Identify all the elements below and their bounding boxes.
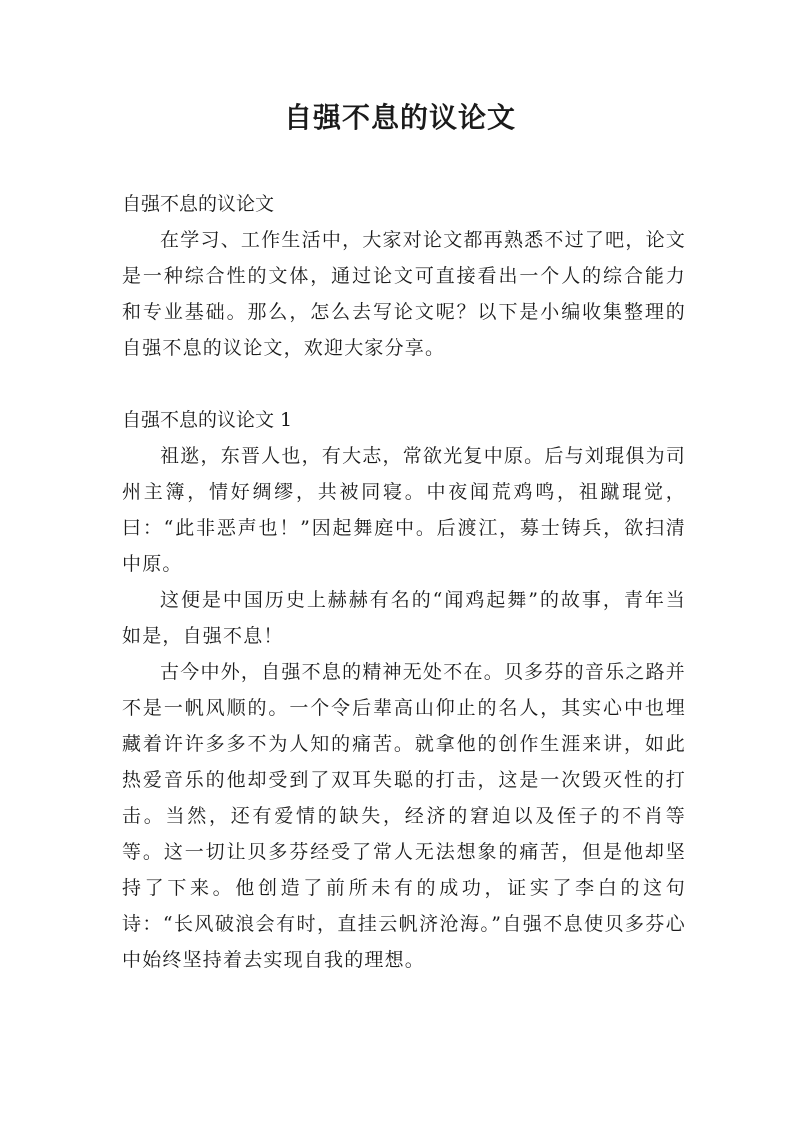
document-body bbox=[122, 186, 686, 978]
intro-paragraph: 在学习、工作生活中，大家对论文都再熟悉不过了吧，论文是一种综合性的文体，通过论文可直接看出一个人的综合能力和专业基础。那么，怎么去写论文呢？以下是小编收集整理的自强不息的议论文，欢迎大家分享。 bbox=[122, 229, 686, 359]
section-spacer bbox=[122, 366, 686, 402]
intro-heading: 自强不息的议论文 bbox=[122, 193, 275, 215]
document-title: 自强不息的议论文 bbox=[283, 101, 516, 134]
essay-1-paragraph-2: 这便是中国历史上赫赫有名的“闻鸡起舞”的故事，青年当如是，自强不息！ bbox=[122, 589, 686, 647]
essay-1-paragraph-1: 祖逖，东晋人也，有大志，常欲光复中原。后与刘琨俱为司州主簿，情好绸缪，共被同寝。中夜闻荒鸡鸣，祖蹴琨觉，曰：“此非恶声也！”因起舞庭中。后渡江，募士铸兵，欲扫清中原。 bbox=[122, 445, 686, 575]
essay-1-heading: 自强不息的议论文 1 bbox=[122, 409, 293, 431]
essay-1-paragraph-3: 古今中外，自强不息的精神无处不在。贝多芬的音乐之路并不是一帆风顺的。一个令后辈高山仰止的名人，其实心中也埋藏着许许多多不为人知的痛苦。就拿他的创作生涯来讲，如此热爱音乐的他却受到了双耳失聪的打击，这是一次毁灭性的打击。当然，还有爱情的缺失，经济的窘迫以及侄子的不肖等等。这一切让贝多芬经受了常人无法想象的痛苦，但是他却坚持了下来。他创造了前所未有的成功，证实了李白的这句诗：“长风破浪会有时，直挂云帆济沧海。”自强不息使贝多芬心中始终坚持着去实现自我的理想。 bbox=[122, 661, 686, 971]
